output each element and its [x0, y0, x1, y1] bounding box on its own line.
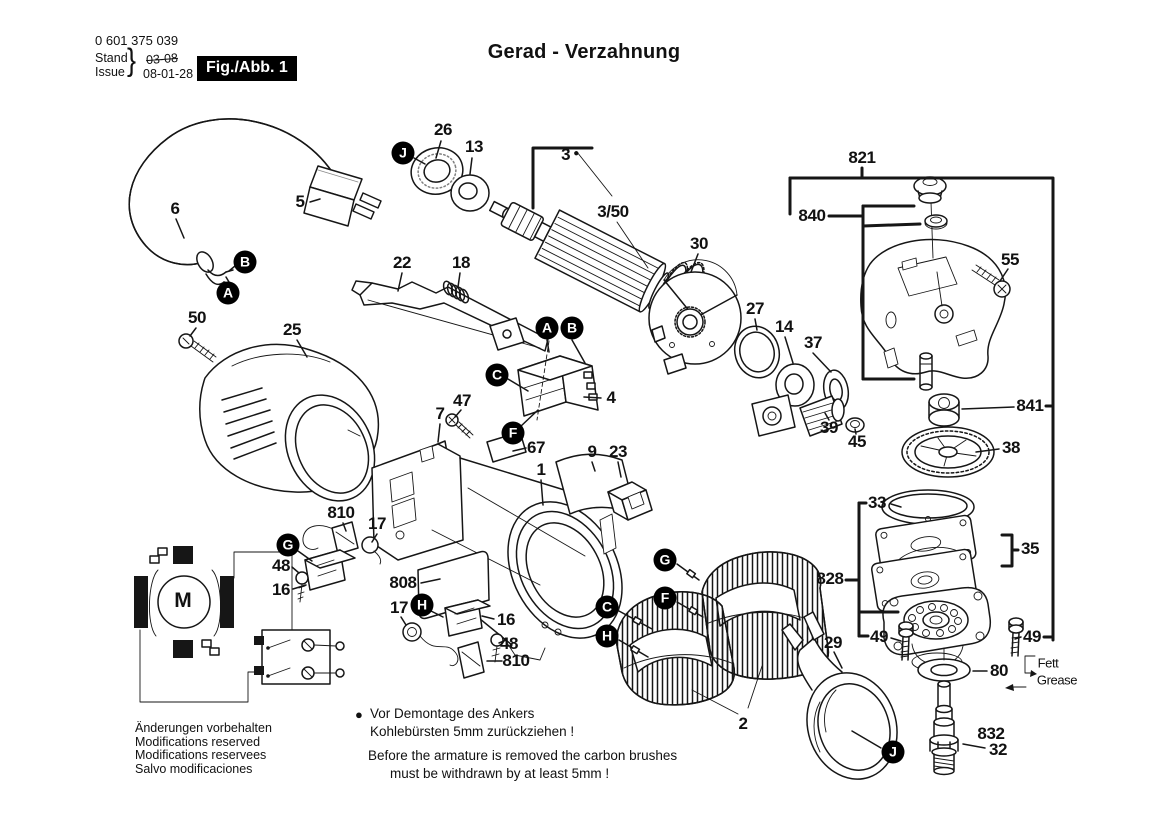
part-label-Grease: Grease	[1036, 672, 1078, 688]
part-label-Fett: Fett	[1037, 655, 1059, 671]
part-label-832: 832	[977, 724, 1005, 743]
part-label-2: 2	[738, 714, 748, 733]
part-label-3: 3 ●	[561, 145, 579, 164]
letter-badge-J: J	[392, 142, 415, 165]
letter-badge-F: F	[502, 422, 525, 445]
part-label-35: 35	[1020, 539, 1040, 558]
switch-lever-22	[352, 281, 548, 351]
part-label-49: 49	[869, 627, 889, 646]
note-english-line2: must be withdrawn by at least 5mm !	[390, 766, 610, 781]
stand-label: Stand	[95, 51, 128, 65]
part-label-48: 48	[499, 634, 519, 653]
note-bullet: ●	[355, 707, 363, 722]
document-number: 0 601 375 039	[95, 33, 179, 48]
part-label-48: 48	[271, 556, 291, 575]
part-label-50: 50	[187, 308, 207, 327]
letter-badge-A: A	[536, 317, 559, 340]
part-label-1: 1	[536, 460, 546, 479]
letter-badge-J: J	[882, 741, 905, 764]
brace-glyph: }	[127, 42, 137, 78]
part-label-810: 810	[327, 503, 355, 522]
part-label-55: 55	[1000, 250, 1020, 269]
letter-badge-A: A	[217, 282, 240, 305]
part-label-29: 29	[823, 633, 843, 652]
letter-badge-C: C	[596, 596, 619, 619]
seal-ring-840	[925, 215, 947, 229]
letter-badge-G: G	[277, 534, 300, 557]
part-label-14: 14	[774, 317, 794, 336]
part-label-841: 841	[1016, 396, 1044, 415]
part-label-13: 13	[464, 137, 484, 156]
figure-badge: Fig./Abb. 1	[197, 56, 297, 81]
part-label-5: 5	[295, 192, 305, 211]
letter-badge-B: B	[561, 317, 584, 340]
bearing-841	[929, 394, 959, 426]
part-label-49: 49	[1022, 627, 1042, 646]
part-label-6: 6	[170, 199, 180, 218]
legal-line: Modifications reservees	[135, 748, 267, 762]
part-label-4: 4	[606, 388, 616, 407]
part-label-16: 16	[271, 580, 291, 599]
letter-badge-H: H	[596, 625, 619, 648]
old-date-struck: 03-08	[145, 50, 179, 68]
part-label-808: 808	[389, 573, 417, 592]
motor-symbol: M	[174, 589, 192, 612]
part-label-33: 33	[867, 493, 887, 512]
part-label-26: 26	[433, 120, 453, 139]
legal-line: Modifications reserved	[135, 734, 261, 749]
part-label-17: 17	[389, 598, 409, 617]
part-label-80: 80	[989, 661, 1009, 680]
legal-line: Salvo modificaciones	[135, 761, 253, 776]
part-label-3/50: 3/50	[597, 202, 629, 221]
part-label-9: 9	[587, 442, 597, 461]
part-label-32: 32	[988, 740, 1008, 759]
grease-pointer	[1005, 656, 1037, 691]
part-label-45: 45	[847, 432, 867, 451]
note-german-line1: Vor Demontage des Ankers	[370, 706, 535, 721]
cap-dome-840	[914, 177, 946, 203]
legal-line: Änderungen vorbehalten	[135, 721, 272, 735]
issue-date: 08-01-28	[143, 67, 194, 81]
part-label-37: 37	[803, 333, 823, 352]
letter-badge-G: G	[654, 549, 677, 572]
letter-badge-B: B	[234, 251, 257, 274]
part-label-67: 67	[526, 438, 546, 457]
page-title: Gerad - Verzahnung	[487, 41, 681, 63]
screw-50	[179, 334, 216, 362]
part-label-30: 30	[689, 234, 709, 253]
part-label-22: 22	[392, 253, 412, 272]
part-label-828: 828	[816, 569, 844, 588]
part-label-17: 17	[367, 514, 387, 533]
part-label-810: 810	[502, 651, 530, 670]
note-english-line1: Before the armature is removed the carbon brushes	[368, 748, 678, 763]
letter-badge-H: H	[411, 594, 434, 617]
brush-assembly-upper	[296, 522, 381, 602]
legal-lines	[135, 722, 272, 776]
part-label-7: 7	[435, 404, 445, 423]
part-label-18: 18	[451, 253, 471, 272]
letter-badge-C: C	[486, 364, 509, 387]
issue-label: Issue	[95, 65, 125, 79]
part-label-39: 39	[819, 418, 839, 437]
part-label-47: 47	[452, 391, 472, 410]
part-label-821: 821	[848, 148, 876, 167]
note-german-line2: Kohlebürsten 5mm zurückziehen !	[370, 724, 575, 739]
part-label-840: 840	[798, 206, 826, 225]
switch-4	[518, 341, 598, 420]
bearing-13	[451, 175, 489, 211]
part-label-23: 23	[608, 442, 628, 461]
power-plug	[304, 166, 381, 226]
part-label-38: 38	[1001, 438, 1021, 457]
washer-80	[918, 659, 970, 681]
part-label-25: 25	[282, 320, 302, 339]
screw-47	[446, 414, 473, 438]
letter-badge-F: F	[654, 587, 677, 610]
part-label-16: 16	[496, 610, 516, 629]
housing-cap-25	[200, 345, 392, 516]
part-label-27: 27	[745, 299, 765, 318]
